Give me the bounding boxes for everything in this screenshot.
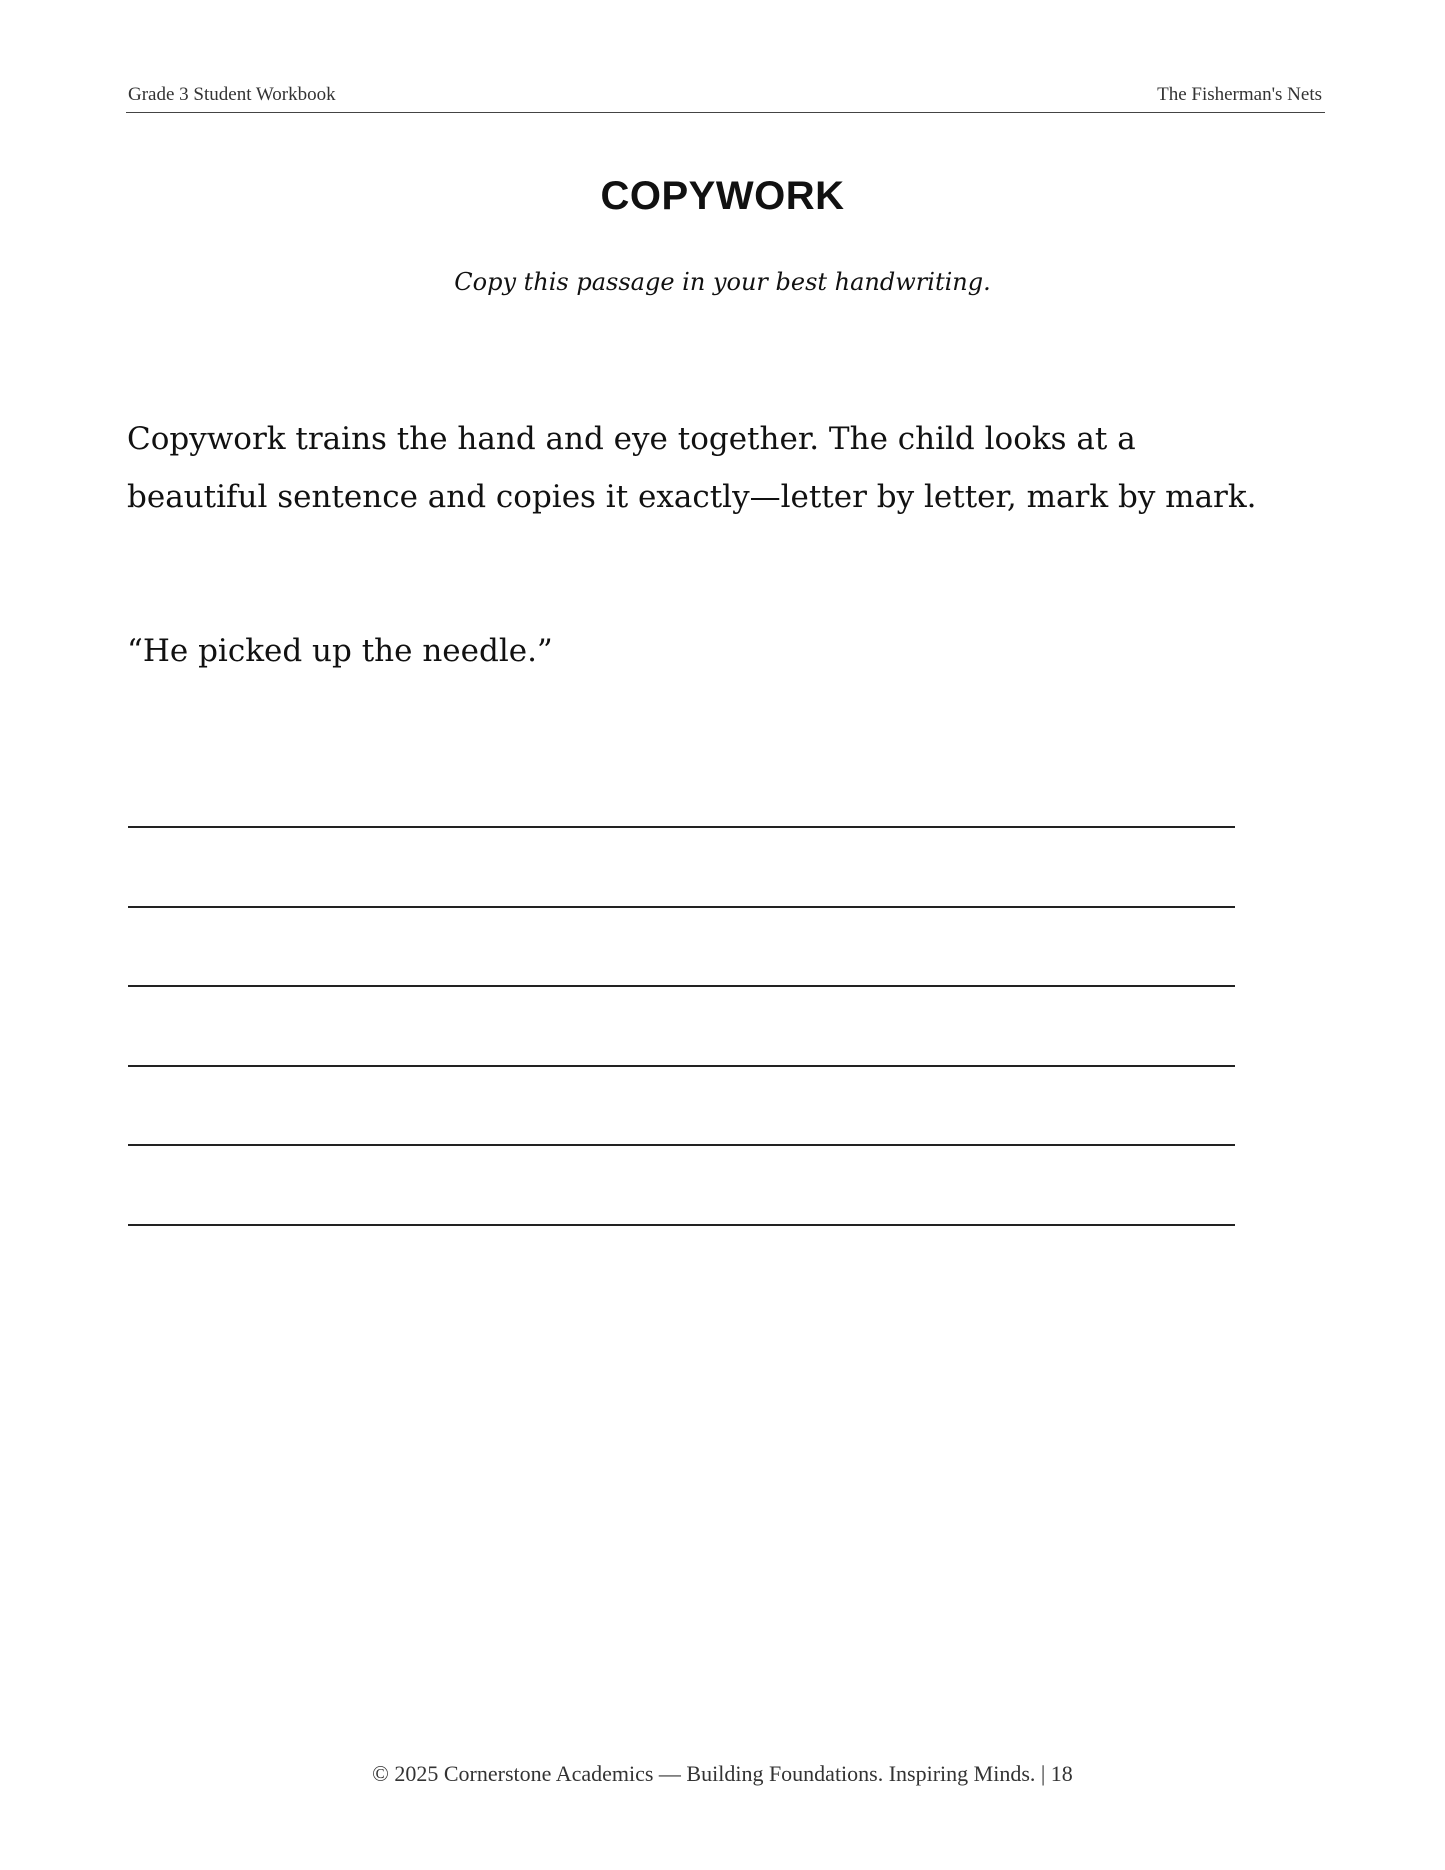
writing-line [128, 1065, 1235, 1067]
copy-sentence: “He picked up the needle.” [127, 633, 553, 669]
writing-line [128, 985, 1235, 987]
writing-line [128, 906, 1235, 908]
header-story-title: The Fisherman's Nets [1157, 84, 1322, 105]
instruction-text: Copy this passage in your best handwriting. [454, 268, 991, 296]
page-title: COPYWORK [600, 174, 845, 218]
running-header [126, 84, 1325, 113]
intro-paragraph: Copywork trains the hand and eye together. The child looks at a beautiful sentence and copies it exactly—letter by letter, mark by mark. [127, 421, 1257, 515]
writing-line [128, 1224, 1235, 1226]
writing-line [128, 826, 1235, 828]
header-workbook-title: Grade 3 Student Workbook [128, 84, 336, 105]
page-footer: © 2025 Cornerstone Academics — Building Foundations. Inspiring Minds. | 18 [372, 1761, 1073, 1786]
writing-lines [128, 826, 1235, 1303]
writing-line [128, 1144, 1235, 1146]
